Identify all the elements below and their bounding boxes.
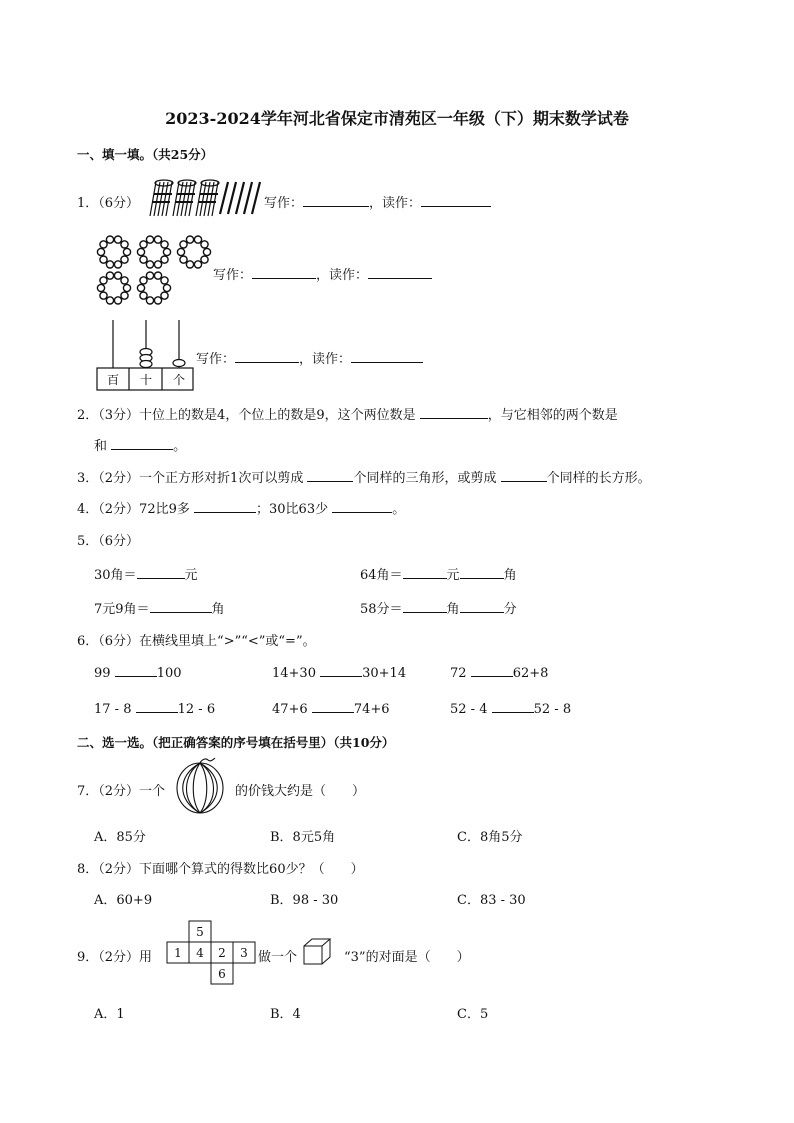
watermelon-icon xyxy=(175,756,237,816)
q4-text-a: 4．（2分）72比9多 xyxy=(77,502,190,517)
q2-text-c: 和 xyxy=(94,439,108,454)
q9-option-b[interactable]: B．4 xyxy=(270,1007,301,1022)
q5-item-2-unit-1: 元 xyxy=(446,568,460,583)
q1-row1-write-label: 写作： xyxy=(264,196,304,211)
q6-item-1 xyxy=(94,664,182,681)
q6-item-5-left: 47+6 xyxy=(272,702,308,717)
q5-prefix: 5．（6分） xyxy=(77,534,140,549)
q6-item-3-right: 62+8 xyxy=(512,666,549,681)
q9-text-c: “3”的对面是（ ） xyxy=(344,950,470,965)
net-face-2: 4 xyxy=(196,946,204,960)
q5-item-4-blank-2[interactable] xyxy=(460,600,504,613)
q6-item-3 xyxy=(450,664,548,681)
q1-row2-read-label: ，读作： xyxy=(316,268,369,283)
sticks-bundle-image xyxy=(148,176,263,220)
q6-item-4-right: 12 - 6 xyxy=(177,702,216,717)
q5-item-3 xyxy=(94,598,225,617)
q3-text-b: 个同样的三角形，或剪成 xyxy=(353,471,497,486)
q6-item-2 xyxy=(272,664,406,681)
q2-text-d: 。 xyxy=(173,439,187,454)
q5-item-3-label: 7元9角＝ xyxy=(94,602,150,617)
q6-item-4 xyxy=(94,700,215,717)
q8-text: 8．（2分）下面哪个算式的得数比60少？（ ） xyxy=(77,862,364,877)
q8-option-c[interactable]: C．83 - 30 xyxy=(457,893,526,908)
q1-row3-read-blank[interactable] xyxy=(351,350,423,363)
q3-text-a: 3．（2分）一个正方形对折1次可以剪成 xyxy=(77,471,304,486)
q6-item-3-blank[interactable] xyxy=(471,664,513,677)
q5-item-4-unit-2: 分 xyxy=(503,602,517,617)
q1-row3-read-label: ，读作： xyxy=(299,352,352,367)
q5-item-4-unit-1: 角 xyxy=(446,602,460,617)
q6-item-6-blank[interactable] xyxy=(492,700,534,713)
q5-item-4-blank-1[interactable] xyxy=(403,600,447,613)
q6-item-5-right: 74+6 xyxy=(353,702,390,717)
section-1-heading: 一、填一填。（共25分） xyxy=(77,147,214,162)
q6-item-5-blank[interactable] xyxy=(312,700,354,713)
q5-item-2-unit-2: 角 xyxy=(503,568,517,583)
q5-item-4-label: 58分＝ xyxy=(360,602,403,617)
net-face-bottom: 6 xyxy=(218,967,226,981)
q9-option-c[interactable]: C．5 xyxy=(457,1007,489,1022)
q4-blank-2[interactable] xyxy=(332,500,392,513)
section-2-heading: 二、选一选。（把正确答案的序号填在括号里）（共10分） xyxy=(77,735,395,750)
q6-text: 6．（6分）在横线里填上“>”“<”或“=”。 xyxy=(77,634,316,649)
q7-option-a[interactable]: A．85分 xyxy=(94,830,146,845)
q7-text-b: 的价钱大约是（ ） xyxy=(235,784,366,799)
q4-text-b: ；30比63少 xyxy=(256,502,329,517)
cube-net-diagram xyxy=(165,920,257,986)
q6-item-1-blank[interactable] xyxy=(115,664,157,677)
q2-line1 xyxy=(77,404,618,423)
abacus-image xyxy=(96,318,196,392)
q1-row2-answer xyxy=(213,264,432,283)
bead-rings-image xyxy=(96,234,216,306)
q2-line2 xyxy=(94,435,186,454)
q3-blank-2[interactable] xyxy=(501,469,547,482)
q1-row1-read-label: ，读作： xyxy=(369,196,422,211)
q6-item-2-right: 30+14 xyxy=(362,666,407,681)
q5-item-2-blank-2[interactable] xyxy=(460,566,504,579)
q5-item-2-blank-1[interactable] xyxy=(403,566,447,579)
q2-blank-1[interactable] xyxy=(420,406,488,419)
q6-item-6-right: 52 - 8 xyxy=(533,702,572,717)
q5-item-4 xyxy=(360,598,517,617)
q9-text-a: 9．（2分）用 xyxy=(77,950,153,965)
q1-row3-answer xyxy=(196,348,423,367)
q1-prefix: 1．（6分） xyxy=(77,196,140,211)
exam-title: 2023-2024学年河北省保定市清苑区一年级（下）期末数学试卷 xyxy=(165,109,629,128)
abacus-label-tens: 十 xyxy=(139,373,153,387)
q1-row2-read-blank[interactable] xyxy=(368,266,432,279)
q6-item-2-blank[interactable] xyxy=(320,664,362,677)
net-face-top: 5 xyxy=(196,925,204,939)
q2-blank-2[interactable] xyxy=(111,437,173,450)
q6-item-1-left: 99 xyxy=(94,666,111,681)
q9-text-b: 做一个 xyxy=(258,950,298,965)
abacus-label-hundreds: 百 xyxy=(106,373,120,387)
q4-line xyxy=(77,498,405,517)
q5-item-2-label: 64角＝ xyxy=(360,568,403,583)
q6-item-4-left: 17 - 8 xyxy=(94,702,132,717)
q5-item-1-unit: 元 xyxy=(184,568,198,583)
net-face-3: 2 xyxy=(218,946,226,960)
q5-item-1-label: 30角＝ xyxy=(94,568,137,583)
q6-item-5 xyxy=(272,700,390,717)
q1-row2-write-blank[interactable] xyxy=(252,266,316,279)
q2-text-b: ，与它相邻的两个数是 xyxy=(487,408,618,423)
q8-option-b[interactable]: B．98 - 30 xyxy=(270,893,339,908)
q6-item-4-blank[interactable] xyxy=(136,700,178,713)
q5-item-2 xyxy=(360,564,517,583)
q3-line xyxy=(77,467,651,486)
q7-option-c[interactable]: C．8角5分 xyxy=(457,830,523,845)
q7-option-b[interactable]: B．8元5角 xyxy=(270,830,336,845)
cube-icon xyxy=(302,938,332,966)
q1-row2-write-label: 写作： xyxy=(213,268,253,283)
q1-row3-write-blank[interactable] xyxy=(235,350,299,363)
q1-row1-write-blank[interactable] xyxy=(303,194,369,207)
q6-item-6-left: 52 - 4 xyxy=(450,702,488,717)
q7-text-a: 7．（2分）一个 xyxy=(77,784,166,799)
q1-row3-write-label: 写作： xyxy=(196,352,236,367)
q9-option-a[interactable]: A．1 xyxy=(94,1007,125,1022)
q6-item-2-left: 14+30 xyxy=(272,666,316,681)
q4-text-c: 。 xyxy=(392,502,406,517)
q5-item-1-blank[interactable] xyxy=(137,566,185,579)
q3-blank-1[interactable] xyxy=(307,469,353,482)
q5-item-3-blank[interactable] xyxy=(150,600,212,613)
q2-text-a: 2．（3分）十位上的数是4，个位上的数是9，这个两位数是 xyxy=(77,408,416,423)
q6-item-3-left: 72 xyxy=(450,666,467,681)
q3-text-c: 个同样的长方形。 xyxy=(546,471,651,486)
q6-item-6 xyxy=(450,700,571,717)
q8-option-a[interactable]: A．60+9 xyxy=(94,893,153,908)
q5-item-1 xyxy=(94,564,198,583)
q5-item-3-unit: 角 xyxy=(211,602,225,617)
q4-blank-1[interactable] xyxy=(194,500,256,513)
abacus-label-ones: 个 xyxy=(172,373,186,387)
q1-row1-answer xyxy=(264,192,491,211)
q6-item-1-right: 100 xyxy=(156,666,182,681)
net-face-4: 3 xyxy=(240,946,248,960)
net-face-1: 1 xyxy=(174,946,182,960)
q1-row1-read-blank[interactable] xyxy=(421,194,491,207)
